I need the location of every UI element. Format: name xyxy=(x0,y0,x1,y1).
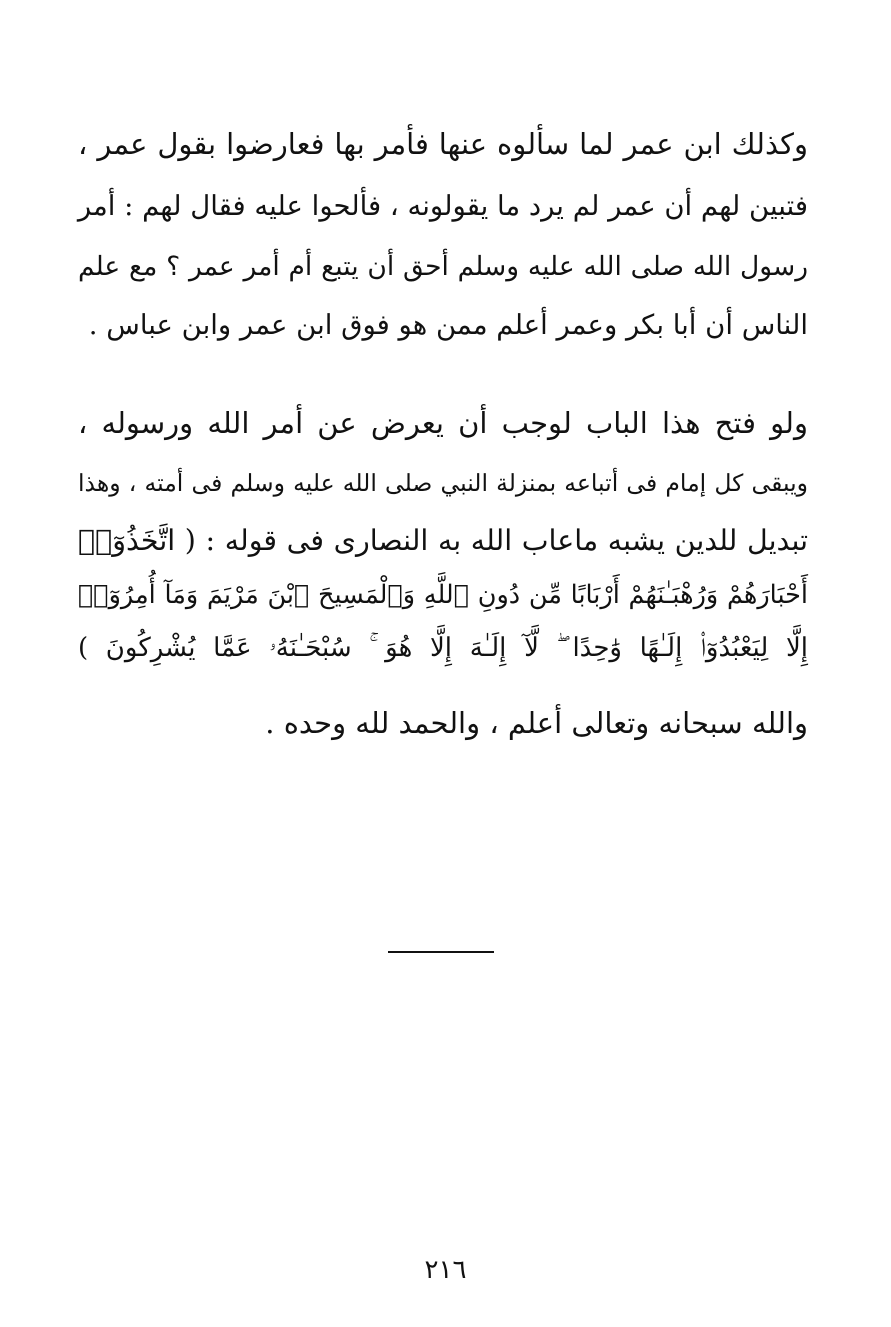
quran-verse-line: أَحْبَارَهُمْ وَرُهْبَـٰنَهُمْ أَرْبَابًا مِّن دُونِ ٱللَّهِ وَٱلْمَسِيحَ ٱبْنَ مَرْيَمَ وَمَآ أُمِرُوٓا۟ xyxy=(78,580,808,610)
text-line: فتبين لهم أن عمر لم يرد ما يقولونه ، فألحوا عليه فقال لهم : أمر xyxy=(77,190,808,222)
text-line: وكذلك ابن عمر لما سألوه عنها فأمر بها فعارضوا بقول عمر ، xyxy=(78,127,808,161)
page-number: ٢١٦ xyxy=(424,1255,467,1285)
text-line: الناس أن أبا بكر وعمر أعلم ممن هو فوق ابن عمر وابن عباس . xyxy=(88,309,808,341)
quran-verse-line: إِلَّا لِيَعْبُدُوٓا۟ إِلَـٰهًا وَٰحِدًا ۖ لَّآ إِلَـٰهَ إِلَّا هُوَ ۚ سُبْحَـٰنَهُۥ عَمَّا يُشْرِكُونَ ) xyxy=(78,633,808,663)
text-line: ولو فتح هذا الباب لوجب أن يعرض عن أمر الله ورسوله ، xyxy=(78,406,808,440)
text-line: تبديل للدين يشبه ماعاب الله به النصارى فى قوله : ( اتَّخَذُوٓا۟ xyxy=(78,524,808,557)
text-line: ويبقى كل إمام فى أتباعه بمنزلة النبي صلى الله عليه وسلم فى أمته ، وهذا xyxy=(78,469,808,497)
divider xyxy=(388,951,494,953)
closing-line: والله سبحانه وتعالى أعلم ، والحمد لله وحده . xyxy=(265,706,808,740)
text-line: رسول الله صلى الله عليه وسلم أحق أن يتبع أم أمر عمر ؟ مع علم xyxy=(78,251,808,282)
